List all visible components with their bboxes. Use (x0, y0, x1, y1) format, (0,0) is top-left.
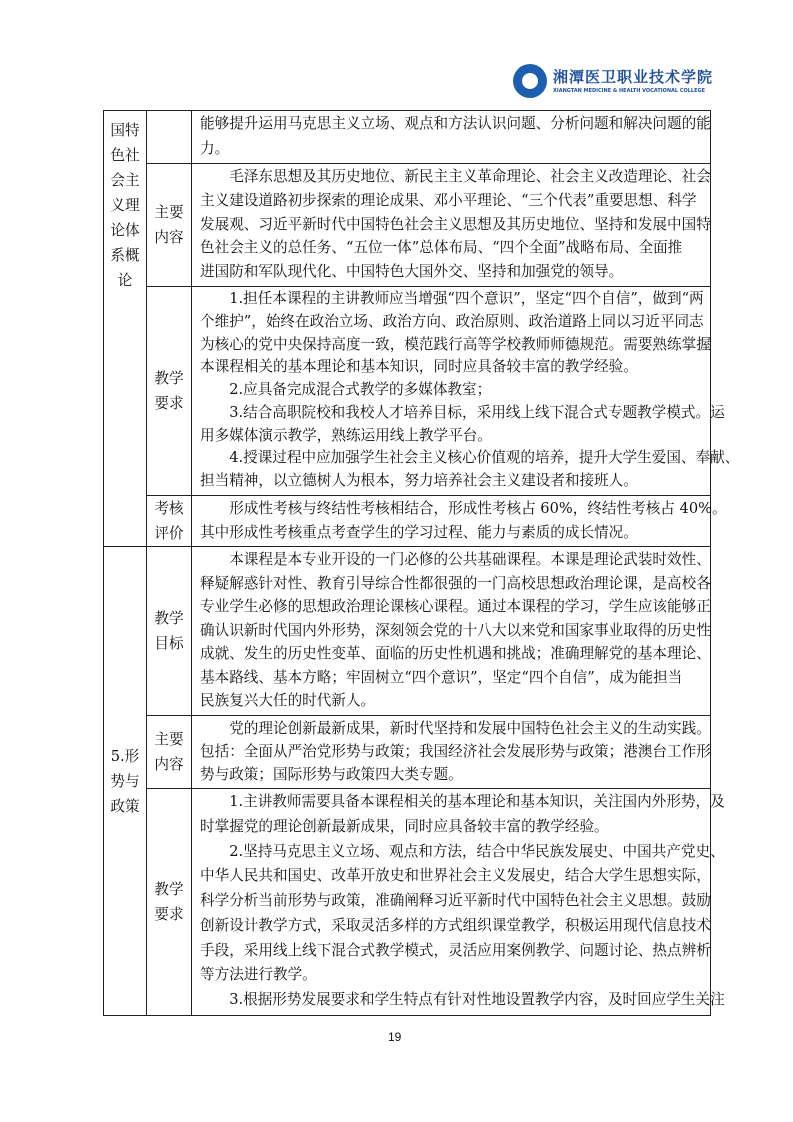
row-label-cell (146, 286, 192, 496)
row-content-cell (191, 546, 711, 716)
content-line: 3.根据形势发展要求和学生特点有针对性地设置教学内容，及时回应学生关注 (200, 991, 725, 1009)
row-label-cell (146, 495, 192, 547)
course-name-line: 论 (117, 272, 133, 289)
content-line: 主义建设道路初步探索的理论成果、邓小平理论、“三个代表”重要思想、科学 (200, 191, 697, 209)
row-content-cell (191, 110, 711, 164)
row-content-cell (191, 286, 740, 496)
row-label-cell (146, 110, 192, 164)
content-line: 本课程相关的基本理论和基本知识，同时应具备较丰富的教学经验。 (200, 358, 638, 376)
content-line: 成就、发生的历史性变革、面临的历史性机遇和挑战；准确理解党的基本理论、 (200, 645, 711, 663)
content-line: 1.主讲教师需要具备本课程相关的基本理论和基本知识，关注国内外形势，及 (200, 793, 725, 810)
content-line: 3.结合高职院校和我校人才培养目标，采用线上线下混合式专题教学模式。运 (200, 403, 725, 421)
row-label-line: 考核 (154, 500, 184, 517)
course-name-line: 义理 (110, 197, 140, 214)
course-name-line: 势与 (110, 772, 140, 790)
row-label-line: 教学 (154, 370, 184, 387)
course-name-cell (103, 546, 147, 1016)
content-line: 能够提升运用马克思主义立场、观点和方法认识问题、分析问题和解决问题的能 (200, 115, 711, 132)
row-label-cell (146, 788, 192, 1016)
course-name-line: 5.形 (110, 747, 140, 765)
row-label-line: 评价 (154, 525, 184, 542)
content-line: 色社会主义的总任务、“五位一体”总体布局、“四个全面”战略布局、全面推 (200, 239, 683, 257)
course-name-line: 论体 (110, 222, 140, 239)
row-label-line: 内容 (154, 756, 184, 773)
course-name-line: 系概 (110, 247, 140, 264)
content-line: 科学分析当前形势与政策，准确阐释习近平新时代中国特色社会主义思想。鼓励 (200, 892, 711, 910)
row-label-line: 目标 (154, 635, 184, 652)
content-line: 释疑解惑针对性、教育引导综合性都很强的一门高校思想政治理论课，是高校各 (200, 574, 711, 592)
content-line: 用多媒体演示教学，熟练运用线上教学平台。 (200, 426, 492, 444)
content-line: 民族复兴大任的时代新人。 (200, 692, 376, 710)
course-name-cell (103, 110, 147, 547)
row-label-line: 要求 (154, 906, 184, 923)
row-content-cell (191, 788, 725, 1016)
row-content-cell (191, 163, 711, 287)
content-line: 2.坚持马克思主义立场、观点和方法，结合中华民族发展史、中国共产党史、 (200, 842, 725, 860)
content-line: 等方法进行教学。 (200, 966, 317, 984)
content-line: 包括：全面从严治党形势与政策；我国经济社会发展形势与政策；港澳台工作形 (200, 743, 711, 760)
content-line: 专业学生必修的思想政治理论课核心课程。通过本课程的学习，学生应该能够正 (200, 598, 711, 616)
row-label-line: 主要 (154, 731, 184, 748)
content-line: 毛泽东思想及其历史地位、新民主主义革命理论、社会主义改造理论、社会 (200, 168, 711, 185)
content-line: 发展观、习近平新时代中国特色社会主义思想及其历史地位、坚持和发展中国特 (200, 215, 711, 233)
row-label-cell (146, 715, 192, 789)
content-line: 形成性考核与终结性考核相结合，形成性考核占 60%，终结性考核占 40%。 (200, 500, 727, 517)
row-label-line: 教学 (154, 881, 184, 898)
content-line: 其中形成性考核重点考查学生的学习过程、能力与素质的成长情况。 (200, 523, 638, 541)
content-line: 进国防和军队现代化、中国特色大国外交、坚持和加强党的领导。 (200, 263, 624, 281)
content-line: 担当精神，以立德树人为根本，努力培养社会主义建设者和接班人。 (200, 472, 638, 490)
logo-english-name: XIANGTAN MEDICINE & HEALTH VOCATIONAL COLLEGE (553, 87, 706, 94)
content-line: 党的理论创新最新成果，新时代坚持和发展中国特色社会主义的生动实践。 (200, 720, 711, 737)
row-label-line: 要求 (154, 395, 184, 412)
content-line: 4.授课过程中应加强学生社会主义核心价值观的培养，提升大学生爱国、奉献、 (200, 449, 740, 467)
college-seal-icon (513, 64, 547, 98)
content-line: 为核心的党中央保持高度一致，模范践行高等学校教师师德规范。需要熟练掌握 (200, 335, 711, 353)
page-number: 19 (388, 1030, 402, 1044)
course-name-line: 会主 (110, 172, 140, 189)
row-label-line: 主要 (154, 204, 184, 221)
logo-chinese-name: 湘潭医卫职业技术学院 (553, 67, 714, 86)
course-name-line: 色社 (110, 147, 140, 164)
content-line: 创新设计教学方式，采取灵活多样的方式组织课堂教学，积极运用现代信息技术 (200, 916, 711, 934)
content-line: 确认识新时代国内外形势，深刻领会党的十八大以来党和国家事业取得的历史性 (200, 621, 711, 639)
content-line: 力。 (200, 139, 230, 157)
content-line: 手段，采用线上线下混合式教学模式，灵活应用案例教学、问题讨论、热点辨析 (200, 941, 711, 959)
content-line: 1.担任本课程的主讲教师应当增强“四个意识”，坚定“四个自信”，做到“两 (200, 290, 704, 307)
row-content-cell (191, 715, 711, 789)
college-logo (513, 64, 713, 98)
content-line: 势与政策；国际形势与政策四大类专题。 (200, 766, 463, 783)
row-label-cell (146, 163, 192, 287)
row-label-cell (146, 546, 192, 716)
row-content-cell (191, 495, 727, 547)
course-name-line: 国特 (110, 122, 140, 139)
content-line: 时掌握党的理论创新最新成果，同时应具备较丰富的教学经验。 (200, 817, 609, 835)
content-line: 基本路线、基本方略；牢固树立“四个意识”，坚定“四个自信”，成为能担当 (200, 668, 683, 686)
course-name-line: 政策 (110, 797, 140, 815)
content-line: 本课程是本专业开设的一门必修的公共基础课程。本课是理论武装时效性、 (200, 551, 711, 568)
content-line: 2.应具备完成混合式教学的多媒体教室； (200, 381, 492, 399)
row-label-line: 内容 (154, 229, 184, 246)
row-label-line: 教学 (154, 610, 184, 627)
content-line: 中华人民共和国史、改革开放史和世界社会主义发展史，结合大学生思想实际， (200, 867, 711, 885)
content-line: 个维护”，始终在政治立场、政治方向、政治原则、政治道路上同以习近平同志 (200, 312, 704, 330)
